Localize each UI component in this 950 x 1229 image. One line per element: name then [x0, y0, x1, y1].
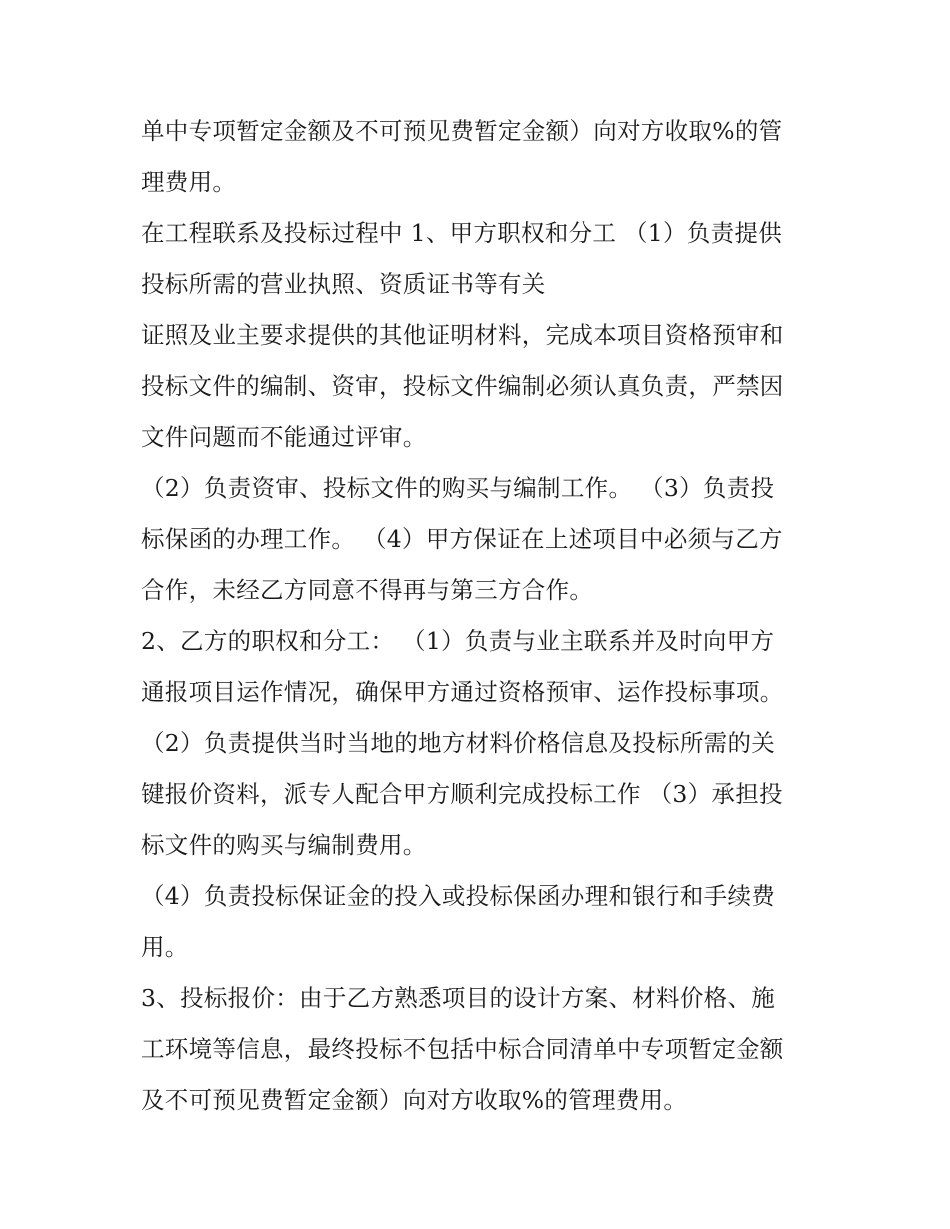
- text-line: 及不可预见费暂定金额）向对方收取%的管理费用。: [141, 1086, 688, 1114]
- text-line: 键报价资料，派专人配合甲方顺利完成投标工作 （3）承担投: [141, 780, 783, 808]
- text-line: 通报项目运作情况，确保甲方通过资格预审、运作投标事项。: [141, 678, 784, 706]
- text-line: 2、乙方的职权和分工： （1）负责与业主联系并及时向甲方: [141, 627, 775, 655]
- text-line: 标文件的购买与编制费用。: [141, 831, 427, 859]
- text-line: （2）负责提供当时当地的地方材料价格信息及投标所需的关: [141, 729, 776, 757]
- text-line: 理费用。: [141, 168, 237, 196]
- text-line: 证照及业主要求提供的其他证明材料，完成本项目资格预审和: [141, 321, 784, 349]
- text-line: 合作，未经乙方同意不得再与第三方合作。: [141, 576, 594, 604]
- text-line: 文件问题而不能通过评审。: [141, 423, 427, 451]
- text-line: 工环境等信息，最终投标不包括中标合同清单中专项暂定金额: [141, 1035, 784, 1063]
- text-line: （2）负责资审、投标文件的购买与编制工作。 （3）负责投: [141, 474, 775, 502]
- text-line: 用。: [141, 933, 189, 961]
- document-body: [141, 106, 821, 1126]
- text-line: 标保函的办理工作。 （4）甲方保证在上述项目中必须与乙方: [141, 525, 783, 553]
- text-line: （4）负责投标保证金的投入或投标保函办理和银行和手续费: [141, 882, 776, 910]
- text-line: 单中专项暂定金额及不可预见费暂定金额）向对方收取%的管: [141, 117, 783, 145]
- text-line: 投标所需的营业执照、资质证书等有关: [141, 270, 546, 298]
- text-line: 3、投标报价：由于乙方熟悉项目的设计方案、材料价格、施: [141, 984, 776, 1012]
- text-line: 投标文件的编制、资审，投标文件编制必须认真负责，严禁因: [141, 372, 784, 400]
- text-line: 在工程联系及投标过程中 1、甲方职权和分工 （1）负责提供: [141, 219, 783, 247]
